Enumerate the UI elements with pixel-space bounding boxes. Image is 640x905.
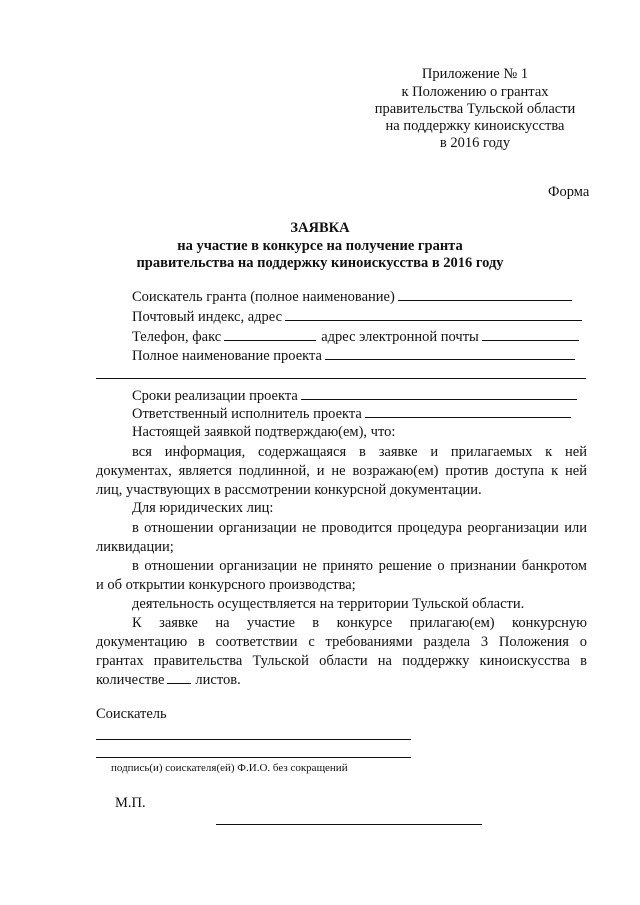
field-applicant — [132, 289, 572, 306]
field-postal — [132, 309, 582, 326]
date-line[interactable] — [216, 824, 482, 825]
paragraph-1-line-1: вся информация, содержащаяся в заявке и прилагаемых к ней — [132, 444, 587, 460]
document-title: ЗАЯВКА — [290, 220, 350, 236]
field-executor — [132, 406, 571, 423]
sheet-count-label: количестве — [96, 672, 165, 688]
paragraph-4: деятельность осуществляется на территории Тульской области. — [132, 596, 525, 612]
paragraph-2-line-1: в отношении организации не проводится процедура реорганизации или — [132, 520, 587, 536]
paragraph-5-line-2: документацию в соответствии с требованиями раздела 3 Положения о — [96, 634, 587, 650]
field-executor-line[interactable] — [365, 416, 571, 418]
signature-line-2[interactable] — [96, 757, 411, 758]
stamp-place-label: М.П. — [115, 795, 146, 811]
project-name-continuation-line[interactable] — [96, 378, 586, 379]
form-label: Форма — [548, 184, 590, 200]
paragraph-5-line-1: К заявке на участие в конкурсе прилагаю(ем) конкурсную — [132, 615, 587, 631]
sheet-count-suffix: листов. — [195, 672, 241, 688]
field-project-name-label: Полное наименование проекта — [132, 348, 322, 364]
paragraph-1-line-3: лиц, участвующих в рассмотрении конкурсной документации. — [96, 482, 482, 498]
appendix-line-4: на поддержку киноискусства — [385, 118, 565, 134]
legal-entities-heading: Для юридических лиц: — [132, 500, 274, 516]
field-email-label: адрес электронной почты — [321, 329, 479, 345]
field-postal-label: Почтовый индекс, адрес — [132, 309, 283, 325]
paragraph-3-line-1: в отношении организации не принято решение о признании банкротом — [132, 558, 587, 574]
appendix-line-1: Приложение № 1 — [421, 66, 529, 82]
paragraph-3-line-2: и об открытии конкурсного производства; — [96, 577, 356, 593]
document-subtitle-2: правительства на поддержку киноискусства в 2016 году — [136, 255, 504, 271]
field-applicant-label: Соискатель гранта (полное наименование) — [132, 289, 395, 305]
field-applicant-line[interactable] — [398, 299, 572, 301]
applicant-signature-label: Соискатель — [96, 706, 167, 722]
document-subtitle-1: на участие в конкурсе на получение гранта — [177, 238, 463, 254]
signature-caption: подпись(и) соискателя(ей) Ф.И.О. без сокращений — [111, 762, 348, 774]
paragraph-1-line-2: документах, является подлинной, и не возражаю(ем) против доступа к ней — [96, 463, 587, 479]
sheet-count-line[interactable] — [167, 682, 191, 684]
paragraph-5-line-4 — [96, 672, 241, 689]
appendix-line-3: правительства Тульской области — [374, 101, 576, 117]
field-terms-line[interactable] — [301, 398, 577, 400]
field-executor-label: Ответственный исполнитель проекта — [132, 406, 362, 422]
field-phone-line[interactable] — [224, 339, 316, 341]
field-terms-label: Сроки реализации проекта — [132, 388, 298, 404]
field-contacts — [132, 329, 579, 346]
confirm-text: Настоящей заявкой подтверждаю(ем), что: — [132, 424, 396, 440]
paragraph-5-line-3: грантах правительства Тульской области на поддержку киноискусства в — [96, 653, 587, 669]
field-phone-label: Телефон, факс — [132, 329, 222, 345]
appendix-line-5: в 2016 году — [439, 135, 511, 151]
field-postal-line[interactable] — [285, 319, 582, 321]
appendix-line-2: к Положению о грантах — [401, 84, 549, 100]
field-email-line[interactable] — [482, 339, 579, 341]
field-project-name — [132, 348, 575, 365]
field-terms — [132, 388, 577, 405]
paragraph-2-line-2: ликвидации; — [96, 539, 174, 555]
signature-line-1[interactable] — [96, 739, 411, 740]
field-project-name-line[interactable] — [325, 358, 575, 360]
